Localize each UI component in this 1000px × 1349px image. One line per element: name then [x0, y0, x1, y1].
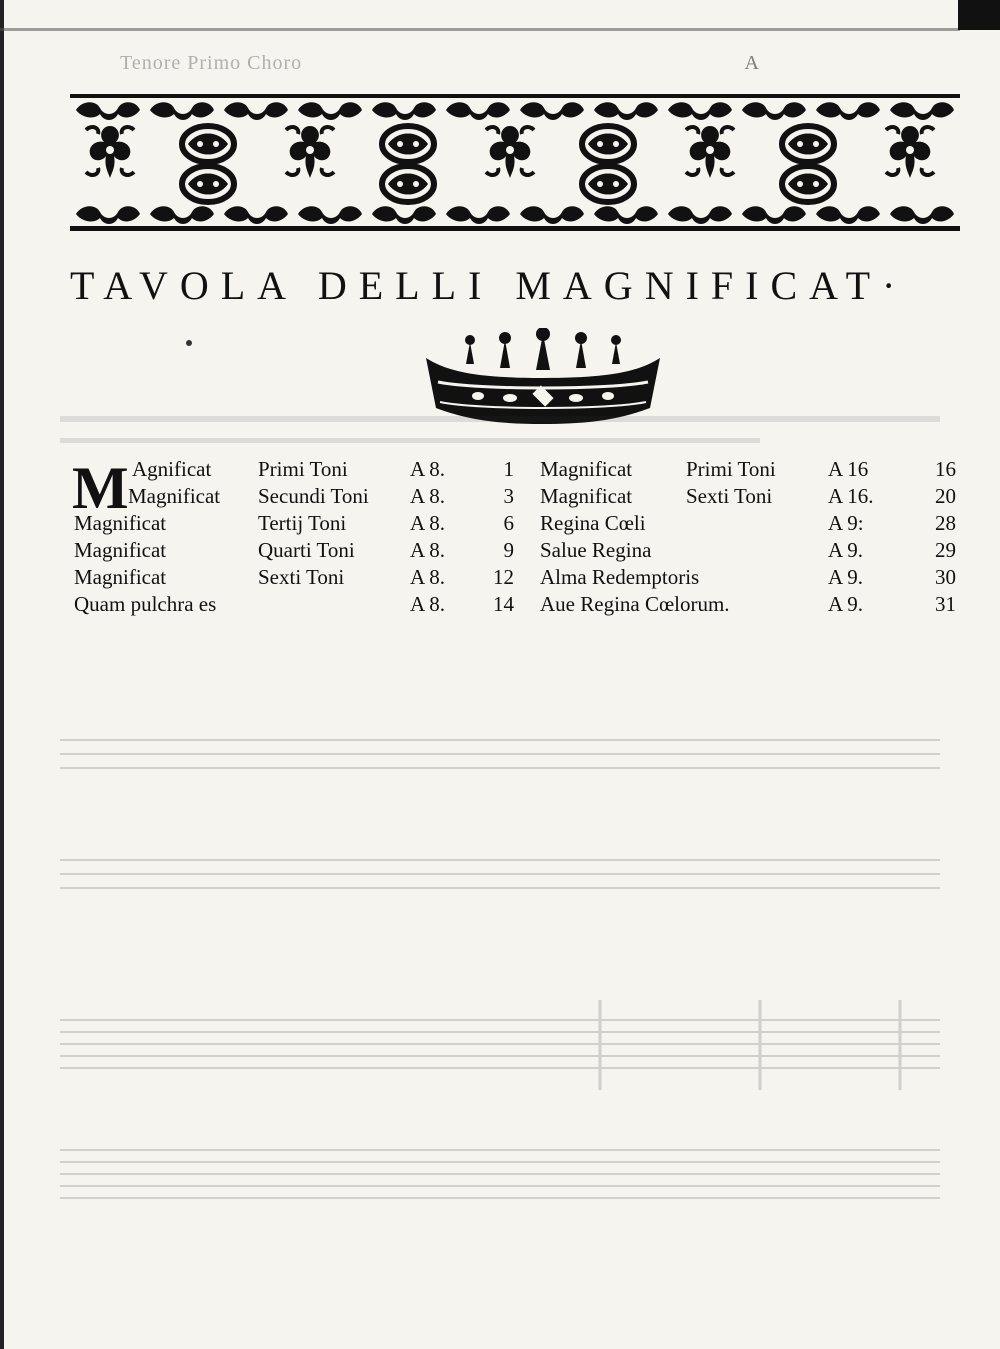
entry-voices: A 9. [828, 592, 864, 616]
entry-voices: A 9: [828, 511, 864, 535]
entry-page: 1 [503, 457, 514, 481]
entry-voices: A 8. [410, 538, 446, 562]
page-title: TAVOLA DELLI MAGNIFICAT· [70, 263, 908, 308]
entry-title: Aue Regina Cœlorum. [540, 592, 730, 616]
toc-entry [70, 510, 520, 537]
entry-page: 3 [503, 484, 514, 508]
toc-entry [540, 483, 960, 510]
entry-tone: Secundi Toni [258, 484, 369, 508]
entry-title: Regina Cœli [540, 511, 646, 535]
entry-title: Salue Regina [540, 538, 652, 562]
entry-page: 6 [503, 511, 514, 535]
entry-page: 12 [493, 565, 514, 589]
toc-entry [70, 456, 520, 483]
entry-title: Quam pulchra es [74, 592, 217, 616]
ornament-icon [70, 94, 960, 232]
page-edge [0, 0, 4, 1349]
entry-page: 29 [935, 538, 956, 562]
toc-entry [70, 537, 520, 564]
toc-entry [70, 564, 520, 591]
entry-page: 30 [935, 565, 956, 589]
entry-title: Agnificat [132, 457, 212, 481]
faint-staff-icon [60, 650, 960, 1250]
entry-title: Magnificat [540, 484, 633, 508]
entry-title: Magnificat [74, 538, 167, 562]
drop-cap: M [72, 455, 129, 521]
corner-mark [958, 0, 1000, 30]
entry-tone: Sexti Toni [686, 484, 773, 508]
toc-entry [540, 591, 960, 618]
entry-tone: Tertij Toni [258, 511, 347, 535]
entry-page: 9 [503, 538, 514, 562]
entry-voices: A 8. [410, 592, 446, 616]
toc-entry [540, 537, 960, 564]
entry-page: 28 [935, 511, 956, 535]
entry-page: 14 [493, 592, 514, 616]
entry-voices: A 16. [828, 484, 874, 508]
toc-column-left [70, 456, 520, 636]
ink-dot [186, 340, 192, 346]
entry-tone: Quarti Toni [258, 538, 355, 562]
signature-mark: A [744, 52, 760, 74]
entry-title: Magnificat [540, 457, 633, 481]
entry-voices: A 16 [828, 457, 869, 481]
top-rule [0, 28, 960, 31]
entry-page: 16 [935, 457, 956, 481]
toc-entry [540, 564, 960, 591]
toc-entry [540, 456, 960, 483]
toc-column-right [540, 456, 960, 636]
running-head [120, 52, 760, 82]
entry-voices: A 8. [410, 457, 446, 481]
entry-page: 20 [935, 484, 956, 508]
toc-entry [70, 483, 520, 510]
bleed-through-line [60, 432, 940, 450]
entry-tone: Sexti Toni [258, 565, 345, 589]
entry-title: Alma Redemptoris [540, 565, 700, 589]
ornamental-border [70, 94, 960, 232]
bleed-through-line [60, 410, 940, 428]
running-head-text: Tenore Primo Choro [120, 52, 303, 74]
entry-title: Magnificat [128, 484, 221, 508]
entry-title: Magnificat [74, 511, 167, 535]
toc-entry [540, 510, 960, 537]
entry-page: 31 [935, 592, 956, 616]
bleed-through-music [60, 650, 960, 1250]
entry-tone: Primi Toni [258, 457, 348, 481]
entry-voices: A 8. [410, 484, 446, 508]
toc-entry [70, 591, 520, 618]
entry-tone: Primi Toni [686, 457, 776, 481]
entry-voices: A 9. [828, 538, 864, 562]
entry-voices: A 9. [828, 565, 864, 589]
entry-title: Magnificat [74, 565, 167, 589]
entry-voices: A 8. [410, 565, 446, 589]
table-of-contents [70, 456, 960, 636]
entry-voices: A 8. [410, 511, 446, 535]
